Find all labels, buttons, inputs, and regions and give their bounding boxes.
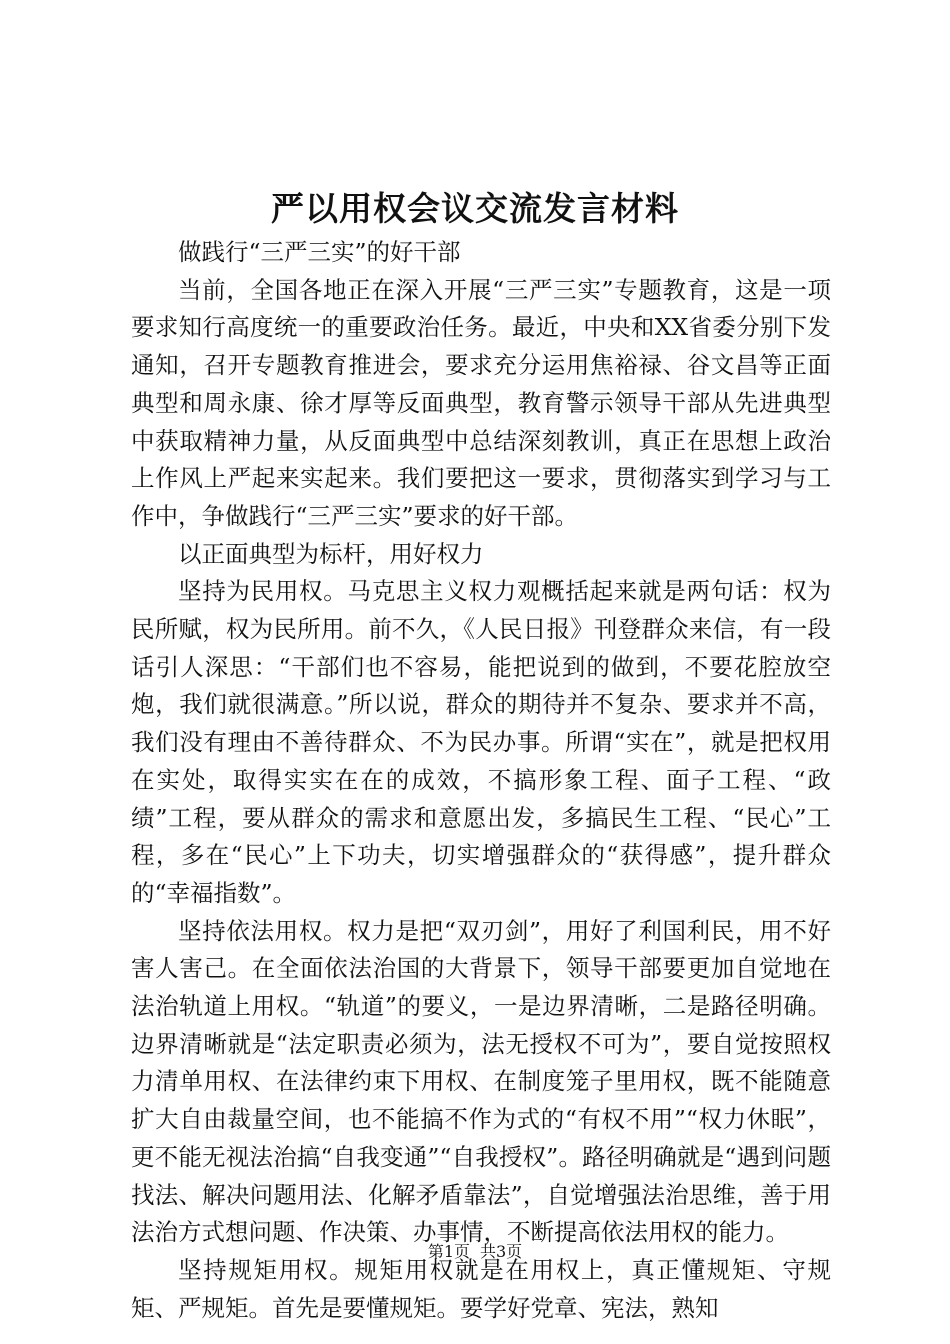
page-total: 共3页 — [480, 1242, 523, 1261]
paragraph-subtitle: 做践行“三严三实”的好干部 — [178, 238, 461, 266]
paragraph-by-law: 坚持依法用权。权力是把“双刃剑”，用好了利国利民，用不好害人害己。在全面依法治国的大背景下，领导干部要更加自觉地在法治轨道上用权。“轨道”的要义，一是边界清晰，二是路径明确。边界清晰就是“法定职责必须为，法无授权不可为”，要自觉按照权力清单用权、在法律约束下用权、在制度笼子里用权，既不能随意扩大自由裁量空间，也不能搞不作为式的“有权不用”“权力休眠”，更不能无视法治搞“自我变通”“自我授权”。路径明确就是“遇到问题找法、解决问题用法、化解矛盾靠法”，自觉增强法治思维，善于用法治方式想问题、作决策、办事情，不断提高依法用权的能力。 — [131, 916, 831, 1247]
page-number: 第1页 — [427, 1242, 470, 1261]
document-body — [131, 234, 831, 1327]
document-title: 严以用权会议交流发言材料 — [271, 189, 679, 228]
page-footer — [0, 1241, 950, 1263]
section-heading: 以正面典型为标杆，用好权力 — [178, 539, 484, 568]
paragraph-by-rules: 坚持规矩用权。规矩用权就是在用权上，真正懂规矩、守规矩、严规矩。首先是要懂规矩。要学好党章、宪法，熟知 — [131, 1255, 831, 1322]
paragraph-for-people: 坚持为民用权。马克思主义权力观概括起来就是两句话：权为民所赋，权为民所用。前不久，《人民日报》刊登群众来信，有一段话引人深思：“干部们也不容易，能把说到的做到，不要花腔放空炮，我们就很满意。”所以说，群众的期待并不复杂、要求并不高，我们没有理由不善待群众、不为民办事。所谓“实在”，就是把权用在实处，取得实实在在的成效，不搞形象工程、面子工程、“政绩”工程，要从群众的需求和意愿出发，多搞民生工程、“民心”工程，多在“民心”上下功夫，切实增强群众的“获得感”，提升群众的“幸福指数”。 — [131, 577, 831, 907]
paragraph-intro: 当前，全国各地正在深入开展“三严三实”专题教育，这是一项要求知行高度统一的重要政治任务。最近，中央和XX省委分别下发通知，召开专题教育推进会，要求充分运用焦裕禄、谷文昌等正面典型和周永康、徐才厚等反面典型，教育警示领导干部从先进典型中获取精神力量，从反面典型中总结深刻教训，真正在思想上政治上作风上严起来实起来。我们要把这一要求，贯彻落实到学习与工作中，争做践行“三严三实”要求的好干部。 — [131, 275, 831, 530]
